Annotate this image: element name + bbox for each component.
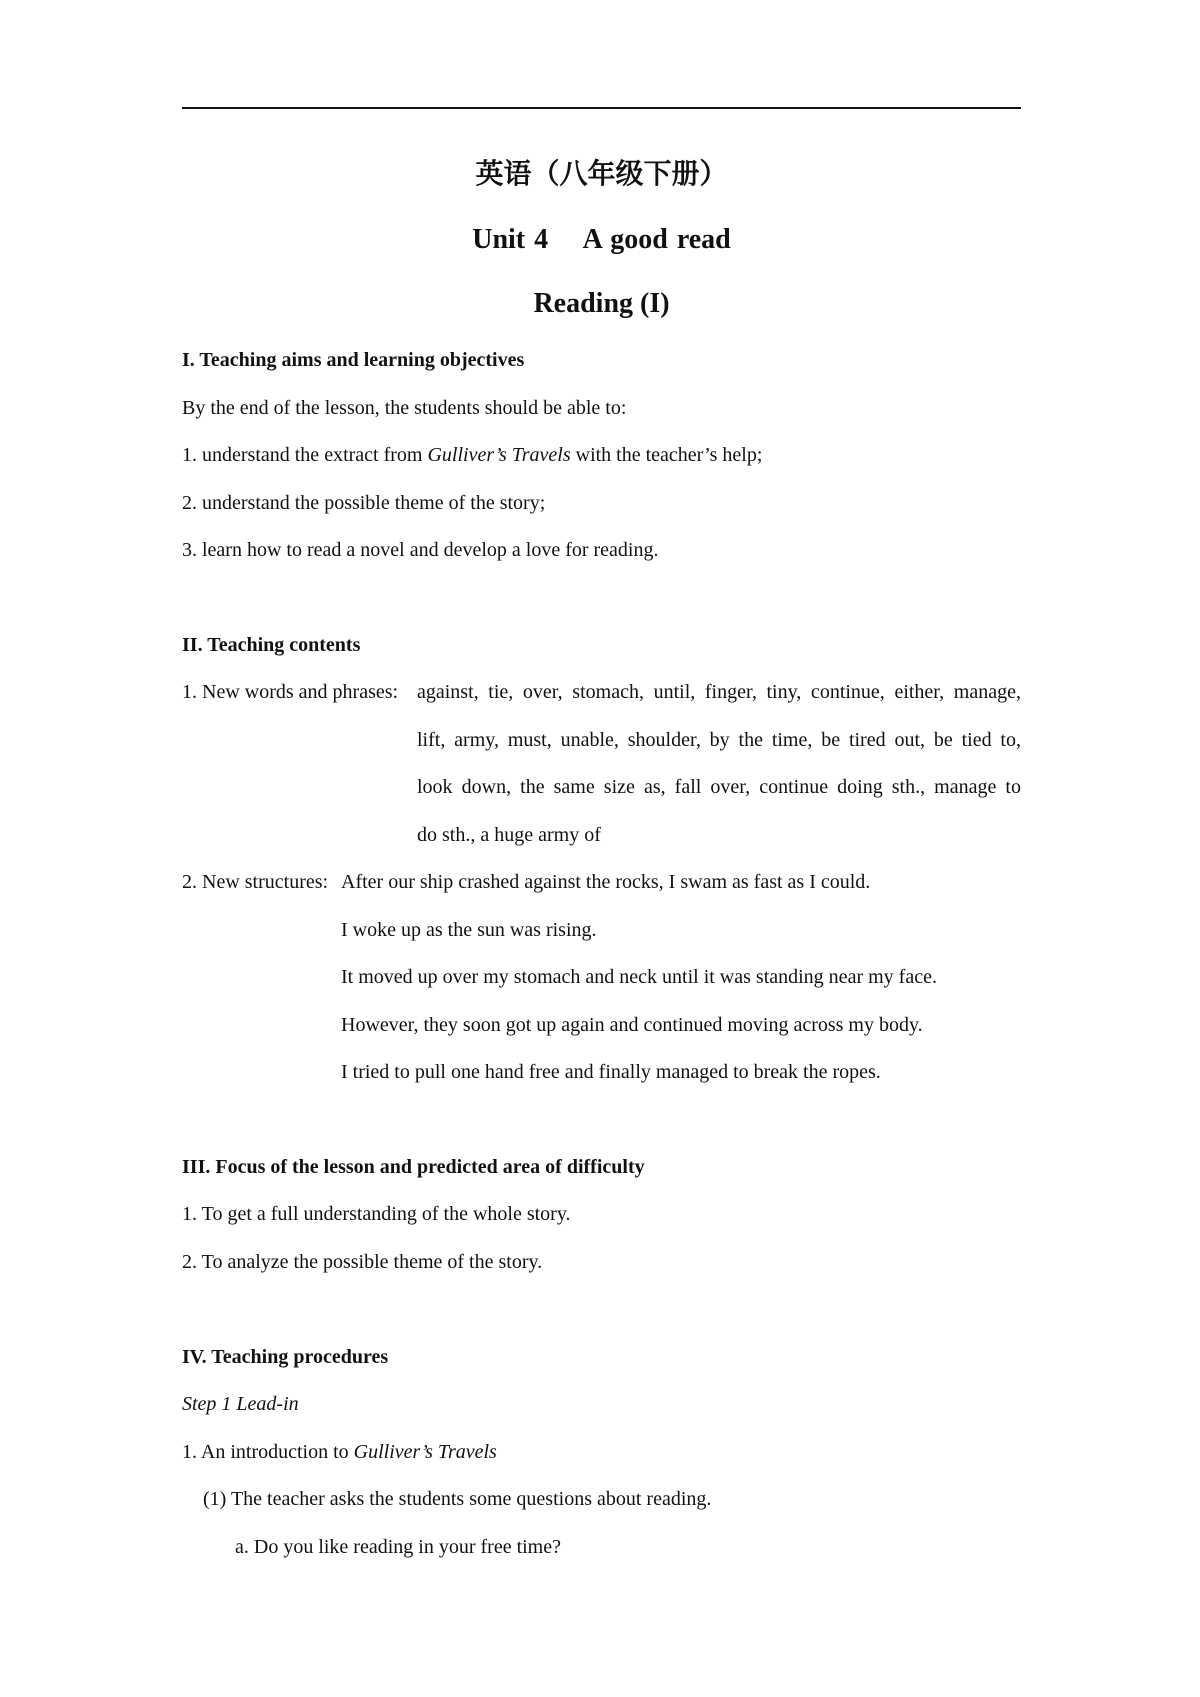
section-heading-focus: III. Focus of the lesson and predicted area of difficulty: [182, 1156, 645, 1178]
aims-intro: By the end of the lesson, the students should be able to:: [182, 397, 627, 419]
unit-title: [182, 226, 1021, 254]
new-words-label: 1. New words and phrases:: [182, 681, 399, 703]
aims-item-1: [182, 445, 762, 465]
new-words-line: lift, army, must, unable, shoulder, by the time, be tired out, be tied to,: [417, 729, 1021, 751]
aims-item-2: 2. understand the possible theme of the story;: [182, 492, 546, 514]
procedure-subitem-1: (1) The teacher asks the students some questions about reading.: [203, 1488, 712, 1510]
procedure-item-1: [182, 1442, 497, 1462]
new-words-line: look down, the same size as, fall over, continue doing sth., manage to: [417, 776, 1021, 798]
section-heading-contents: II. Teaching contents: [182, 634, 361, 656]
book-title: Gulliver’s Travels: [353, 1441, 497, 1463]
aims-item-1-suffix: with the teacher’s help;: [570, 444, 763, 466]
structure-sentence: I tried to pull one hand free and finally managed to break the ropes.: [341, 1061, 881, 1083]
focus-item: 2. To analyze the possible theme of the story.: [182, 1251, 543, 1273]
unit-title-text: Unit 4 A good read: [472, 224, 731, 255]
step-1-heading: Step 1 Lead-in: [182, 1393, 299, 1415]
aims-item-3: 3. learn how to read a novel and develop a love for reading.: [182, 539, 659, 561]
question-a: a. Do you like reading in your free time?: [235, 1536, 561, 1558]
structure-sentence: I woke up as the sun was rising.: [341, 919, 597, 941]
structure-sentence: It moved up over my stomach and neck until it was standing near my face.: [341, 966, 937, 988]
procedure-item-1-prefix: 1. An introduction to: [182, 1441, 354, 1463]
focus-item: 1. To get a full understanding of the whole story.: [182, 1203, 571, 1225]
header-rule: [182, 107, 1021, 109]
lesson-title: Reading (I): [533, 288, 670, 319]
aims-item-1-prefix: 1. understand the extract from: [182, 444, 428, 466]
section-heading-aims: I. Teaching aims and learning objectives: [182, 349, 525, 371]
new-structures-label: 2. New structures:: [182, 871, 329, 893]
new-words-line: against, tie, over, stomach, until, finger, tiny, continue, either, manage,: [417, 681, 1021, 703]
structure-sentence: However, they soon got up again and continued moving across my body.: [341, 1014, 923, 1036]
book-title: Gulliver’s Travels: [427, 444, 571, 466]
new-words-line: do sth., a huge army of: [417, 824, 601, 846]
structure-sentence: After our ship crashed against the rocks, I swam as fast as I could.: [341, 871, 871, 893]
textbook-title: 英语（八年级下册）: [475, 157, 728, 190]
section-heading-procedures: IV. Teaching procedures: [182, 1346, 389, 1368]
